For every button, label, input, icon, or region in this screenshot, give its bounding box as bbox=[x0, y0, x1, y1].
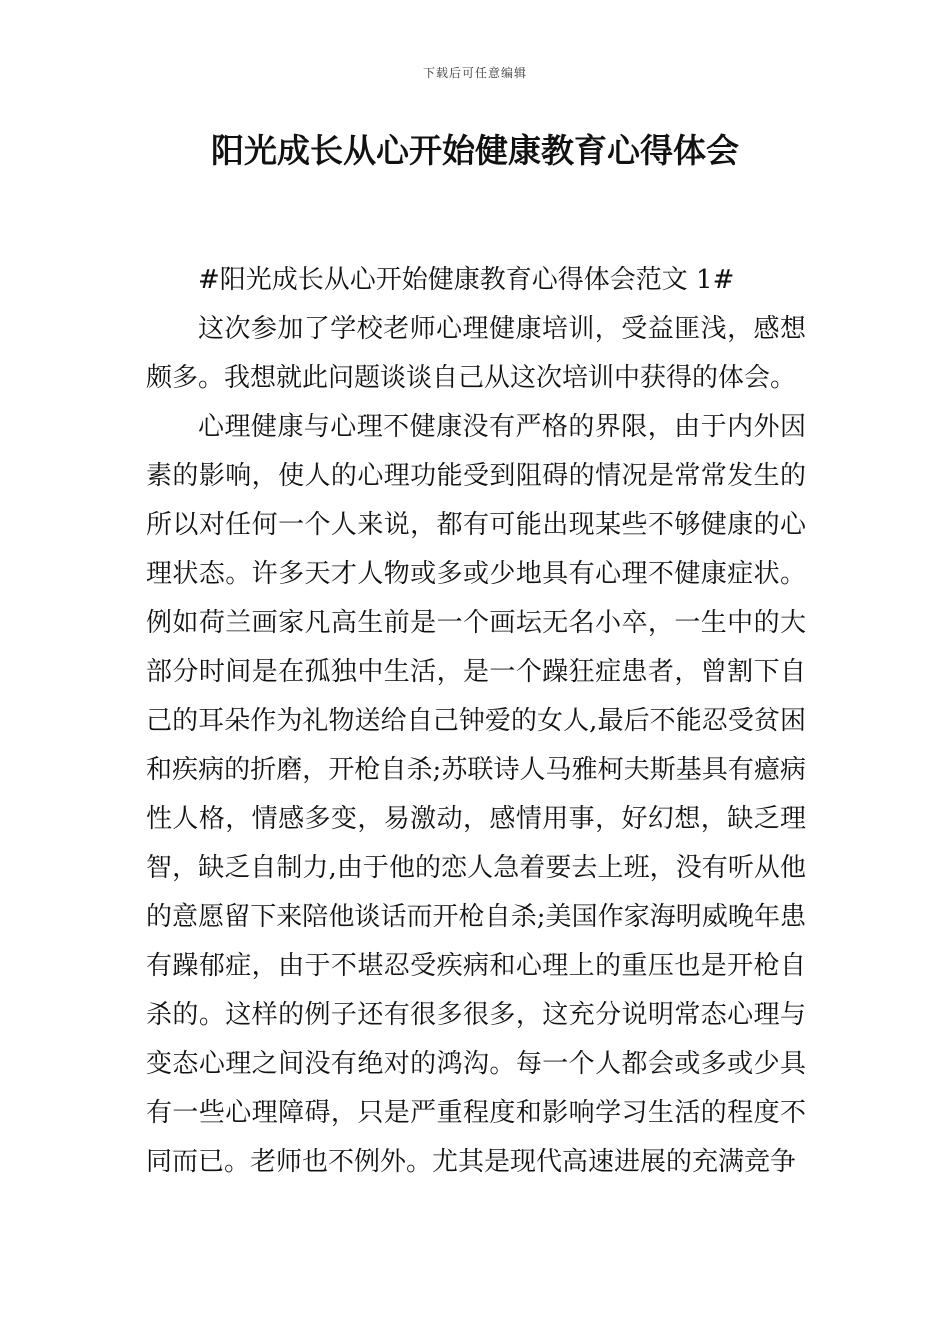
header-note: 下载后可任意编辑 bbox=[422, 66, 527, 80]
section-heading: #阳光成长从心开始健康教育心得体会范文 1# bbox=[198, 265, 735, 295]
paragraph-1: 这次参加了学校老师心理健康培训，受益匪浅，感想颇多。我想就此问题谈谈自己从这次培训中获得的体会。 bbox=[146, 314, 806, 393]
document-title: 阳光成长从心开始健康教育心得体会 bbox=[211, 131, 739, 170]
document-body bbox=[146, 256, 806, 1187]
paragraph-2: 心理健康与心理不健康没有严格的界限，由于内外因素的影响，使人的心理功能受到阻碍的情况是常常发生的所以对任何一个人来说，都有可能出现某些不够健康的心理状态。许多天才人物或多或少地具有心理不健康症状。例如荷兰画家凡高生前是一个画坛无名小卒，一生中的大部分时间是在孤独中生活，是一个躁狂症患者，曾割下自己的耳朵作为礼物送给自己钟爱的女人,最后不能忍受贫困和疾病的折磨，开枪自杀;苏联诗人马雅柯夫斯基具有癔病性人格，情感多变，易激动，感情用事，好幻想，缺乏理智，缺乏自制力,由于他的恋人急着要去上班，没有听从他的意愿留下来陪他谈话而开枪自杀;美国作家海明威晚年患有躁郁症，由于不堪忍受疾病和心理上的重压也是开枪自杀的。这样的例子还有很多很多，这充分说明常态心理与变态心理之间没有绝对的鸿沟。每一个人都会或多或少具有一些心理障碍，只是严重程度和影响学习生活的程度不同而已。老师也不例外。尤其是现代高速进展的充满竞争 bbox=[146, 412, 806, 1177]
